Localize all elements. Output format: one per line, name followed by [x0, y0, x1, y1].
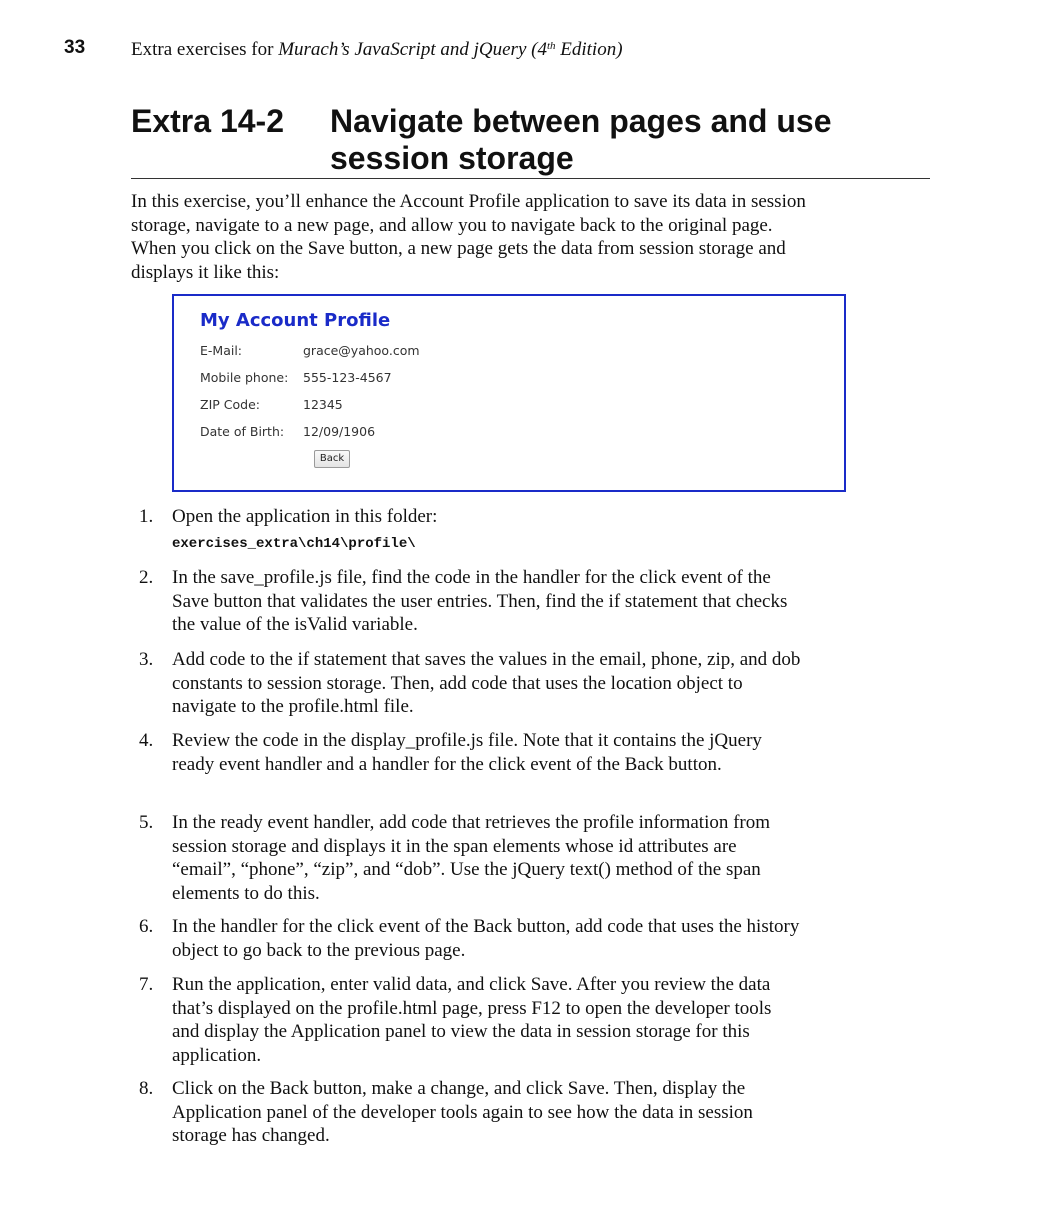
step-number: 4. — [139, 730, 154, 751]
step-number: 2. — [139, 567, 154, 588]
step-text: In the handler for the click event of the Back button, add code that uses the history object to go back to the previous page. — [172, 916, 800, 961]
step-text: Open the application in this folder: — [172, 506, 438, 527]
running-header — [131, 39, 623, 61]
step-number: 7. — [139, 974, 154, 995]
step-text: Add code to the if statement that saves the values in the email, phone, zip, and dob constants to session storage. Then, add code that uses the location object to navigate to the profile.html file. — [172, 649, 801, 717]
step-number: 1. — [139, 506, 154, 527]
edition-superscript: th — [546, 40, 556, 52]
step-number: 5. — [139, 812, 154, 833]
exercise-number: Extra 14-2 — [131, 103, 284, 139]
row-label: Mobile phone: — [200, 370, 289, 385]
row-label: Date of Birth: — [200, 424, 285, 439]
step-text-block — [172, 505, 802, 554]
exercise-heading: Navigate between pages and use session storage — [330, 103, 832, 176]
step-text: Click on the Back button, make a change, and click Save. Then, display the Application panel of the developer tools again to see how the data in session storage has changed. — [172, 1078, 753, 1146]
step-text: Review the code in the display_profile.js file. Note that it contains the jQuery ready event handler and a handler for the click event of the Back button. — [172, 730, 762, 775]
edition-suffix: Edition) — [555, 39, 623, 60]
book-title-text: Murach’s JavaScript and jQuery (4 — [278, 39, 547, 60]
intro-paragraph: In this exercise, you’ll enhance the Account Profile application to save its data in session storage, navigate to a new page, and allow you to navigate back to the original page. When you click on the Save button, a new page gets the data from session storage and displays it like this: — [131, 191, 806, 283]
row-label: E-Mail: — [200, 343, 243, 358]
page-number: 33 — [64, 37, 86, 58]
step-number: 3. — [139, 649, 154, 670]
profile-figure — [172, 294, 846, 492]
header-prefix: Extra exercises for — [131, 39, 279, 60]
step-number: 8. — [139, 1078, 154, 1099]
back-button[interactable]: Back — [314, 450, 350, 468]
title-rule — [131, 178, 930, 179]
step-number: 6. — [139, 916, 154, 937]
step-text: In the save_profile.js file, find the code in the handler for the click event of the Save button that validates the user entries. Then, find the if statement that checks the value of the isValid variable. — [172, 567, 788, 635]
step-text: Run the application, enter valid data, and click Save. After you review the data that’s displayed on the profile.html page, press F12 to open the developer tools and display the Application panel to view the data in session storage for this application. — [172, 974, 772, 1066]
step-text: In the ready event handler, add code that retrieves the profile information from session storage and displays it in the span elements whose id attributes are “email”, “phone”, “zip”, and “dob”. Use the jQuery text() method of the span elements to do this. — [172, 812, 771, 904]
page-header — [64, 37, 964, 67]
row-value: 555-123-4567 — [303, 370, 392, 385]
figure-title: My Account Profile — [200, 310, 391, 331]
row-label: ZIP Code: — [200, 397, 260, 412]
folder-path: exercises_extra\ch14\profile\ — [172, 535, 416, 552]
row-value: 12345 — [303, 397, 343, 412]
book-title — [278, 39, 622, 60]
row-value: 12/09/1906 — [303, 424, 376, 439]
row-value: grace@yahoo.com — [303, 343, 420, 358]
